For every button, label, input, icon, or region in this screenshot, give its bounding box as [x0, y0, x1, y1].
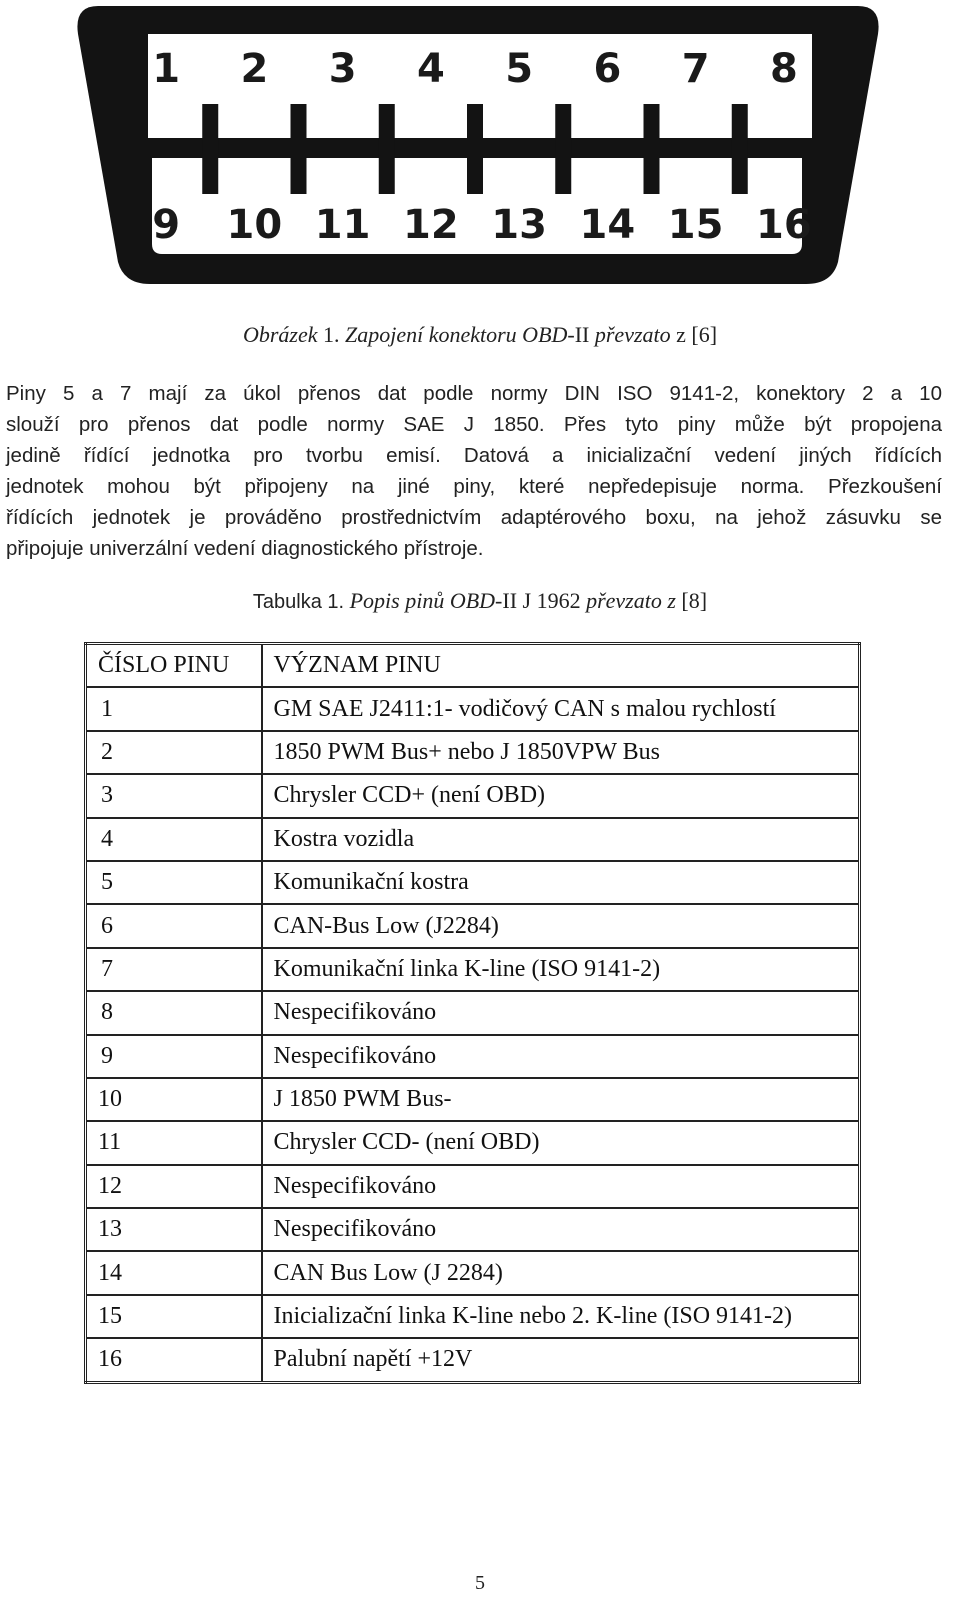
- table-body: [86, 687, 860, 1382]
- pin-number-cell: 16: [86, 1338, 262, 1382]
- pin-number-cell: 12: [86, 1165, 262, 1208]
- pin-meaning-cell: GM SAE J2411:1- vodičový CAN s malou rychlostí: [262, 687, 860, 730]
- pin-slot-divider: [291, 146, 307, 194]
- table-caption: [0, 588, 960, 614]
- pin-meaning-cell: Inicializační linka K-line nebo 2. K-line (ISO 9141-2): [262, 1295, 860, 1338]
- pin-meaning-cell: Nespecifikováno: [262, 1165, 860, 1208]
- pin-number-cell: 13: [86, 1208, 262, 1251]
- pin-meaning-cell: Nespecifikováno: [262, 1035, 860, 1078]
- figure-caption-tail: z [6]: [676, 322, 718, 347]
- figure-caption-text-plain: -II: [567, 322, 590, 347]
- pin-slot-divider: [732, 104, 748, 150]
- pin-slot-divider: [555, 104, 571, 150]
- table-row: [86, 1165, 860, 1208]
- figure-caption-number: 1.: [322, 322, 340, 347]
- pin-number-cell: 6: [86, 904, 262, 947]
- pin-meaning-cell: Nespecifikováno: [262, 1208, 860, 1251]
- pin-label: 11: [314, 202, 371, 248]
- page-number: 5: [475, 1572, 485, 1594]
- table-row: [86, 1338, 860, 1382]
- pin-number-cell: 8: [86, 991, 262, 1034]
- body-paragraph: [6, 378, 942, 564]
- table-row: [86, 1078, 860, 1121]
- pin-slot-divider: [291, 104, 307, 150]
- table-row: [86, 1035, 860, 1078]
- pin-number-cell: 5: [86, 861, 262, 904]
- pin-meaning-cell: Chrysler CCD+ (není OBD): [262, 774, 860, 817]
- pin-meaning-cell: Nespecifikováno: [262, 991, 860, 1034]
- table-row: [86, 774, 860, 817]
- pin-number-cell: 9: [86, 1035, 262, 1078]
- pin-meaning-cell: Kostra vozidla: [262, 818, 860, 861]
- pin-slot-divider: [555, 146, 571, 194]
- pin-label: 16: [756, 202, 812, 248]
- table-row: [86, 687, 860, 730]
- table-row: [86, 948, 860, 991]
- figure-caption-label: Obrázek: [242, 322, 318, 347]
- obd-connector-diagram: [0, 0, 960, 300]
- pin-meaning-cell: J 1850 PWM Bus-: [262, 1078, 860, 1121]
- pin-meaning-cell: 1850 PWM Bus+ nebo J 1850VPW Bus: [262, 731, 860, 774]
- pin-number-cell: 2: [86, 731, 262, 774]
- pin-label: 10: [226, 202, 283, 248]
- paragraph-line: řídících jednotek je prováděno prostřednictvím adaptérového boxu, na jehož zásuvku se: [6, 506, 942, 529]
- table-header-row: [86, 644, 860, 688]
- pin-slot-divider: [202, 146, 218, 194]
- pin-meaning-cell: CAN-Bus Low (J2284): [262, 904, 860, 947]
- table-caption-text-2: převzato z: [586, 588, 676, 613]
- pin-meaning-cell: CAN Bus Low (J 2284): [262, 1251, 860, 1294]
- pin-number-cell: 15: [86, 1295, 262, 1338]
- figure-caption-text-1: Zapojení konektoru OBD: [344, 322, 568, 347]
- paragraph-line: jedině řídící jednotka pro tvorbu emisí. Datová a inicializační vedení jiných řídících: [6, 444, 942, 467]
- pin-number-cell: 3: [86, 774, 262, 817]
- pin-meaning-cell: Chrysler CCD- (není OBD): [262, 1121, 860, 1164]
- pin-number-cell: 4: [86, 818, 262, 861]
- paragraph-line: Piny 5 a 7 mají za úkol přenos dat podle normy DIN ISO 9141-2, konektory 2 a 10: [6, 382, 942, 405]
- pin-label: 3: [328, 46, 357, 92]
- paragraph-line: jednotek mohou být připojeny na jiné piny, které nepředepisuje norma. Přezkoušení: [6, 475, 942, 498]
- header-pin-meaning: VÝZNAM PINU: [262, 644, 860, 688]
- pin-label: 6: [593, 46, 622, 92]
- table-row: [86, 1295, 860, 1338]
- figure-caption-text-2: převzato: [594, 322, 671, 347]
- paragraph-line: připojuje univerzální vedení diagnostického přístroje.: [6, 537, 484, 560]
- pin-number-cell: 1: [86, 687, 262, 730]
- pin-meaning-cell: Komunikační linka K-line (ISO 9141-2): [262, 948, 860, 991]
- pin-description-table: [84, 642, 861, 1384]
- pin-label: 2: [240, 46, 269, 92]
- pin-label: 1: [152, 46, 181, 92]
- pin-slot-divider: [379, 146, 395, 194]
- pin-label: 7: [681, 46, 710, 92]
- table-caption-text-1: Popis pinů OBD: [349, 588, 496, 613]
- obd-connector-figure: [0, 0, 960, 300]
- pin-label: 9: [152, 202, 181, 248]
- table-caption-text-plain: -II J 1962: [495, 588, 581, 613]
- pin-label: 5: [505, 46, 534, 92]
- table-row: [86, 991, 860, 1034]
- pin-label: 12: [403, 202, 459, 248]
- pin-meaning-cell: Komunikační kostra: [262, 861, 860, 904]
- pin-slot-divider: [467, 104, 483, 150]
- table-caption-tail: [8]: [681, 588, 708, 613]
- pin-slot-divider: [467, 146, 483, 194]
- table-row: [86, 1251, 860, 1294]
- pin-number-cell: 11: [86, 1121, 262, 1164]
- pin-label: 13: [491, 202, 547, 248]
- pin-meaning-cell: Palubní napětí +12V: [262, 1338, 860, 1382]
- figure-caption: [0, 322, 960, 348]
- table-row: [86, 1121, 860, 1164]
- table-row: [86, 904, 860, 947]
- pin-label: 8: [769, 46, 798, 92]
- pin-number-cell: 14: [86, 1251, 262, 1294]
- table-row: [86, 1208, 860, 1251]
- table-caption-label: Tabulka 1.: [252, 591, 345, 613]
- pin-number-cell: 10: [86, 1078, 262, 1121]
- pin-slot-divider: [379, 104, 395, 150]
- header-pin-number: ČÍSLO PINU: [86, 644, 262, 688]
- pin-slot-divider: [644, 104, 660, 150]
- table-row: [86, 861, 860, 904]
- pin-label: 4: [416, 46, 445, 92]
- pin-slot-divider: [202, 104, 218, 150]
- paragraph-line: slouží pro přenos dat podle normy SAE J 1850. Přes tyto piny může být propojena: [6, 413, 942, 436]
- table-row: [86, 818, 860, 861]
- pin-slot-divider: [732, 146, 748, 194]
- pin-label: 15: [667, 202, 724, 248]
- pin-label: 14: [579, 202, 636, 248]
- pin-slot-divider: [644, 146, 660, 194]
- table-row: [86, 731, 860, 774]
- pin-number-cell: 7: [86, 948, 262, 991]
